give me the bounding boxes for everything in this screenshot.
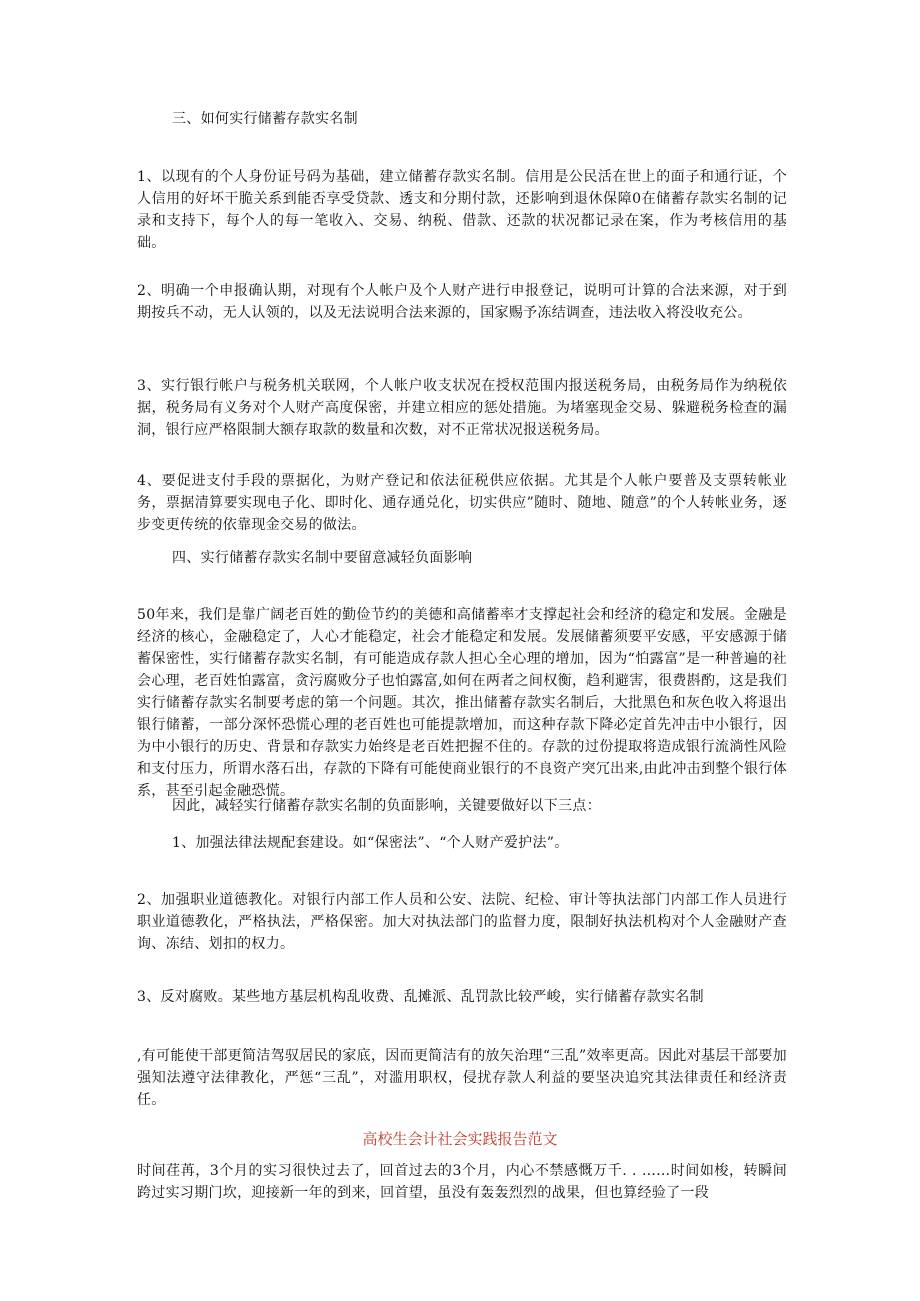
section-heading-4: 四、实行储蓄存款实名制中要留意减轻负面影响 xyxy=(172,550,473,566)
paragraph-7: 1、加强法律法规配套建设。如“保密法”、“个人财产爱护法”。 xyxy=(172,835,569,851)
section-heading-3: 三、如何实行储蓄存款实名制 xyxy=(172,111,358,127)
paragraph-6: 因此，减轻实行储蓄存款实名制的负面影响，关键要做好以下三点： xyxy=(172,798,601,814)
paragraph-8: 2、加强职业道德教化。对银行内部工作人员和公安、法院、纪检、审计等执法部门内部工作人员进行职业道德教化，严格执法，严格保密。加大对执法部门的监督力度，限制好执法机构对个人金融财产查询、冻结、划扣的权力。 xyxy=(137,892,787,952)
paragraph-9: 3、反对腐败。某些地方基层机构乱收费、乱摊派、乱罚款比较严峻，实行储蓄存款实名制 xyxy=(137,989,704,1005)
document-title: 高校生会计社会实践报告范文 xyxy=(362,1130,558,1148)
paragraph-11: 时间荏苒，3个月的实习很快过去了，回首过去的3个月，内心不禁感慨万千. . ……时间如梭，转瞬间跨过实习期门坎，迎接新一年的到来，回首望，虽没有轰轰烈烈的战果，但也算经验了一段 xyxy=(137,1163,787,1201)
paragraph-1: 1、以现有的个人身份证号码为基础，建立储蓄存款实名制。信用是公民活在世上的面子和通行证，个人信用的好坏干脆关系到能否享受贷款、透支和分期付款，还影响到退休保障0在储蓄存款实名制的记录和支持下，每个人的每一笔收入、交易、纳税、借款、还款的状况都记录在案，作为考核信用的基础。 xyxy=(137,169,787,251)
paragraph-5: 50年来，我们是靠广阔老百姓的勤俭节约的美德和高储蓄率才支撑起社会和经济的稳定和发展。金融是经济的核心，金融稳定了，人心才能稳定，社会才能稳定和发展。发展储蓄须要平安感，平安感源于储蓄保密性，实行储蓄存款实名制，有可能造成存款人担心全心理的增加，因为“怕露富”是一种普遍的社会心理，老百姓怕露富，贪污腐败分子也怕露富,如何在两者之间权衡，趋利避害，很费斟酌，这是我们实行储蓄存款实名制要考虑的第一个问题。其次，推出储蓄存款实名制后，大批黑色和灰色收入将退出银行储蓄，一部分深怀恐慌心理的老百姓也可能提款增加，而这种存款下降必定首先冲击中小银行，因为中小银行的历史、背景和存款实力始终是老百姓把握不住的。存款的过份提取将造成银行流淌性风险和支付压力，所谓水落石出，存款的下降有可能使商业银行的不良资产突冗出来,由此冲击到整个银行体系，甚至引起金融恐慌。 xyxy=(137,607,787,799)
paragraph-2: 2、明确一个申报确认期，对现有个人帐户及个人财产进行申报登记，说明可计算的合法来源，对于到期按兵不动，无人认领的，以及无法说明合法来源的，国家赐予冻结调查，违法收入将没收充公。 xyxy=(137,283,787,321)
paragraph-4: 4、要促进支付手段的票据化，为财产登记和依法征税供应依据。尤其是个人帐户要普及支票转帐业务，票据清算要实现电子化、即时化、通存通兑化，切实供应”随时、随地、随意”的个人转帐业务，逐步变更传统的依靠现金交易的做法。 xyxy=(137,473,787,533)
paragraph-10: ,有可能使干部更简洁驾驭居民的家底，因而更简洁有的放矢治理“三乱”效率更高。因此对基层干部要加强知法遵守法律教化，严惩“三乱”，对滥用职权，侵扰存款人利益的要坚决追究其法律责任和经济责任。 xyxy=(137,1048,787,1108)
paragraph-3: 3、实行银行帐户与税务机关联网，个人帐户收支状况在授权范围内报送税务局，由税务局作为纳税依据，税务局有义务对个人财产高度保密，并建立相应的惩处措施。为堵塞现金交易、躲避税务检查的漏洞，银行应严格限制大额存取款的数量和次数，对不正常状况报送税务局。 xyxy=(137,378,787,438)
